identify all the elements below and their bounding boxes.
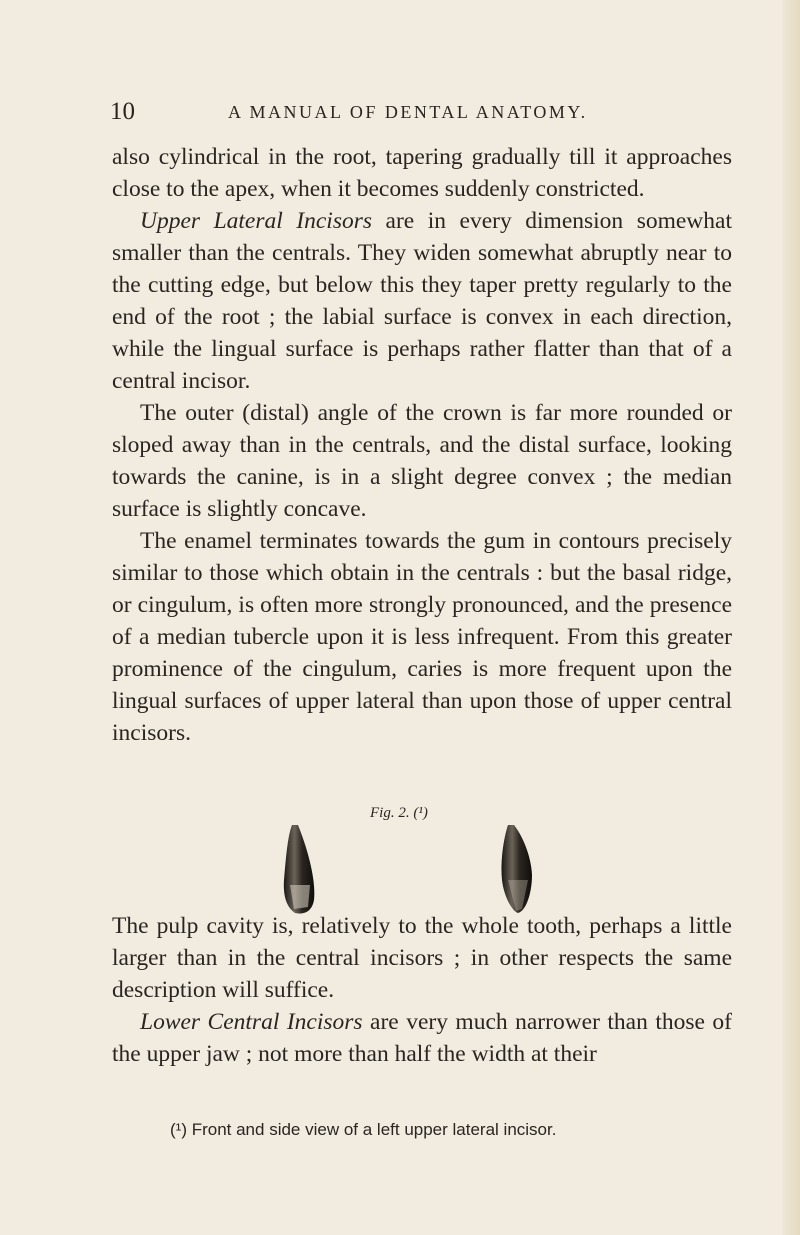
paragraph-text: The enamel terminates towards the gum in contours precisely similar to those which obtain in the centrals : but the basal ridge, or cingulum, is often more strongly pronounced, and the presence of a median tubercle upon it is less infrequent. From this greater prominence of the cingulum, caries is more frequent upon the lingual surfaces of upper lateral than upon those of upper central incisors. — [112, 528, 732, 746]
figure-footnote: (¹) Front and side view of a left upper lateral incisor. — [170, 1120, 557, 1139]
paragraph-text: The outer (distal) angle of the crown is far more rounded or sloped away than in the centrals, and the distal surface, looking towards the canine, is in a slight degree convex ; the median surface is slightly concave. — [112, 400, 732, 522]
paragraph — [112, 141, 732, 205]
body-text-bottom — [112, 910, 732, 1115]
paragraph-text: also cylindrical in the root, tapering gradually till it approaches close to the apex, when it becomes suddenly constricted. — [112, 144, 732, 202]
page-header — [110, 98, 710, 128]
tooth-side-view — [501, 825, 532, 913]
page-number: 10 — [110, 98, 135, 125]
running-title: A MANUAL OF DENTAL ANATOMY. — [228, 102, 588, 122]
paragraph-text: are very much narrower than those of the upper jaw ; not more than half the width at their — [112, 1009, 732, 1067]
paragraph — [112, 205, 732, 397]
paragraph-text: are in every dimension somewhat smaller than the centrals. They widen somewhat abruptly near to the cutting edge, but below this they taper pretty regularly to the end of the root ; the labial surface is convex in each direction, while the lingual surface is perhaps rather flatter than that of a central incisor. — [112, 208, 732, 394]
page-edge — [782, 0, 800, 1235]
tooth-figure — [260, 825, 560, 915]
section-heading: Upper Lateral Incisors — [140, 208, 373, 234]
paragraph — [112, 397, 732, 525]
tooth-front-view — [284, 825, 314, 913]
body-text-top — [112, 141, 732, 797]
paragraph — [112, 910, 732, 1006]
section-heading: Lower Central Incisors — [140, 1009, 363, 1035]
paragraph-text: The pulp cavity is, relatively to the whole tooth, perhaps a little larger than in the central incisors ; in other respects the same description will suffice. — [112, 913, 732, 1003]
figure-caption: Fig. 2. (¹) — [370, 805, 428, 821]
paragraph — [112, 525, 732, 749]
paragraph — [112, 1006, 732, 1070]
